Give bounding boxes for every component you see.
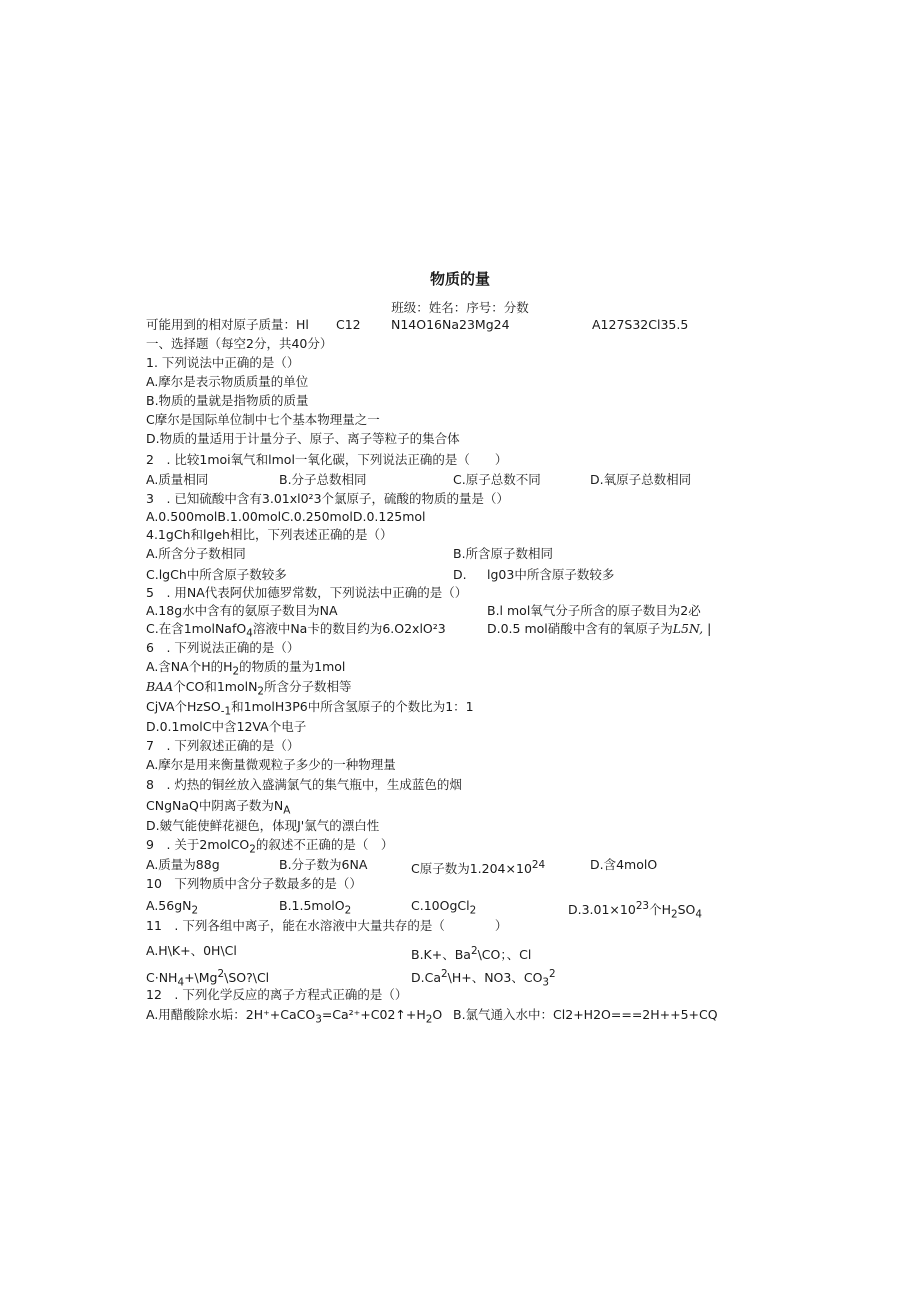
q6-option-d: D.0.1molC中含12VA个电子 [146, 719, 307, 734]
header-info-line: 班级：姓名：序号：分数 [391, 300, 529, 315]
q10-stem: 10 下列物质中含分子数最多的是（） [146, 876, 362, 891]
atomic-mass-label: 可能用到的相对原子质量：Hl [146, 317, 309, 332]
q9-option-c: C原子数为$1.204\times 10^{24}$ [411, 859, 546, 877]
q11-stem: 11 . 下列各组中离子，能在水溶液中大量共存的是（ ） [146, 918, 508, 933]
q11-option-d: $D.Ca^2\backslash H+$、NO3、$CO_3^2$ [411, 968, 556, 989]
q6-option-c: CjVA个HzSO$_{-1}$和1molH3P6中所含氢原子的个数比为1：1 [146, 699, 474, 718]
q2-option-c: C.原子总数不同 [453, 472, 541, 487]
q2-option-b: B.分子总数相同 [279, 472, 367, 487]
q7-option-a: A.摩尔是用来衡量微观粒子多少的一种物理量 [146, 757, 396, 772]
q9-stem: 9 . 关于2molCO$_2$的叙述不正确的是（ ） [146, 837, 394, 856]
q11-option-b: B.K+、$Ba^2\backslash CO$；、Cl [411, 945, 532, 963]
q8-stem: 8 . 灼热的铜丝放入盛满氯气的集气瓶中，生成蓝色的烟 [146, 777, 462, 792]
atomic-mass-c: C12 [336, 317, 361, 332]
q1-option-c: C摩尔是国际单位制中七个基本物理量之一 [146, 412, 380, 427]
page-title: 物质的量 [429, 270, 490, 288]
q5-stem: 5 . 用NA代表阿伏加德罗常数，下列说法中正确的是（） [146, 585, 468, 600]
q9-option-d: D.含4molO [590, 857, 658, 872]
q10-option-c: C.10OgCl$_2$ [411, 898, 477, 917]
q1-option-a: A.摩尔是表示物质质量的单位 [146, 374, 309, 389]
q4-option-c: C.lgCh中所含原子数较多 [146, 567, 287, 582]
q2-option-d: D.氧原子总数相同 [590, 472, 692, 487]
atomic-mass-right: A127S32Cl35.5 [592, 317, 689, 332]
q11-option-c: $C\cdot NH_4+\backslash Mg^2\backslash SO?\backslash Cl$ [146, 968, 270, 989]
q4-option-b: B.所含原子数相同 [453, 546, 554, 561]
q7-stem: 7 . 下列叙述正确的是（） [146, 738, 300, 753]
q1-option-b: B.物质的量就是指物质的质量 [146, 393, 309, 408]
q10-option-b: B.1.5molO$_2$ [279, 898, 352, 917]
q10-option-a: $A.56gN_2$ [146, 898, 199, 917]
q4-stem: 4.1gCh和lgeh相比，下列表述正确的是（） [146, 527, 393, 542]
q3-stem: 3 . 已知硫酸中含有3.01xl0²3个氯原子，硫酸的物质的量是（） [146, 491, 510, 506]
q11-option-a: A.H\K+、0H\Cl [146, 943, 237, 958]
section-heading: 一、选择题（每空2分，共40分） [146, 336, 333, 351]
atomic-mass-mid: N14O16Na23Mg24 [391, 317, 510, 332]
q10-option-d: $D.3.01\times 10^{23}$个$H_2SO_4$ [568, 900, 702, 921]
q9-option-b: B.分子数为6NA [279, 857, 368, 872]
q4-option-d: lg03中所含原子数较多 [487, 567, 615, 582]
q4-option-d-label: D. [453, 567, 467, 582]
q6-option-b: BAA个CO和1molN$_2$所含分子数相等 [146, 679, 352, 698]
q5-option-a: A.18g水中含有的氨原子数目为NA [146, 603, 338, 618]
q2-option-a: A.质量相同 [146, 472, 209, 487]
q3-options: A.0.500molB.1.00molC.0.250molD.0.125mol [146, 509, 426, 524]
q5-option-b: B.l mol氧气分子所含的原子数目为2必 [487, 603, 701, 618]
q1-stem: 1. 下列说法中正确的是（） [146, 355, 300, 370]
q12-option-b: B.氯气通入水中：Cl2+H2O===2H++5+CQ [453, 1007, 718, 1022]
q9-option-a: A.质量为88g [146, 857, 220, 872]
q5-option-d: D.0.5 mol硝酸中含有的氧原子为L5N, | [487, 621, 712, 636]
q5-option-c: C.在含1molNafO$_4$溶液中Na卡的数目约为6.O2xlO²3 [146, 621, 446, 640]
q2-stem: 2 . 比较1moi氧气和lmol一氧化碳，下列说法正确的是（ ） [146, 452, 508, 467]
q12-stem: 12 . 下列化学反应的离子方程式正确的是（） [146, 987, 408, 1002]
q1-option-d: D.物质的量适用于计量分子、原子、离子等粒子的集合体 [146, 431, 460, 446]
q6-stem: 6 . 下列说法正确的是（） [146, 640, 300, 655]
q4-option-a: A.所含分子数相同 [146, 546, 246, 561]
q8-option-c: CNgNaQ中阴离子数为$N_A$ [146, 798, 291, 817]
q12-option-a: A.用醋酸除水垢：$2H^++CaCO_3=Ca^{2+}+C02↑+H_2O$ [146, 1007, 443, 1026]
q8-option-d: D.皴气能使鲜花褪色，体现J'氯气的漂白性 [146, 818, 380, 833]
q6-option-a: A.含NA个H的$H_2$的物质的量为1mol [146, 659, 346, 678]
